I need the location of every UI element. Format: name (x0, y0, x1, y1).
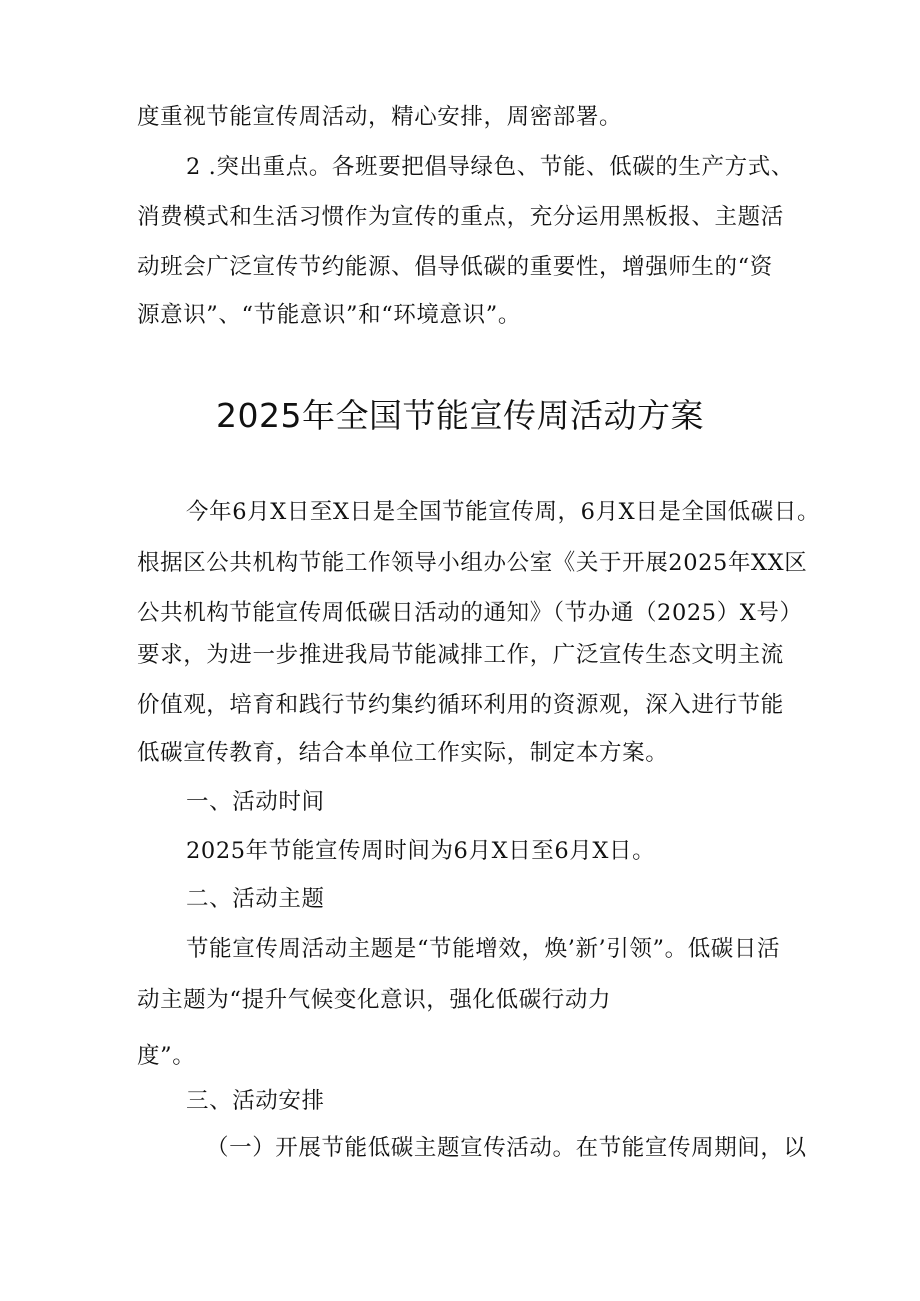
paragraph-line: 源意识”、“节能意识”和“环境意识”。 (137, 302, 521, 328)
section-text: 节能宣传周活动主题是“节能增效，焕’新’引领”。低碳日活 (186, 936, 781, 962)
intro-line: 今年6月X日至X日是全国节能宣传周，6月X日是全国低碳日。 (186, 499, 821, 525)
intro-line: 根据区公共机构节能工作领导小组办公室《关于开展2025年XX区 (137, 550, 808, 576)
section-text: 动主题为“提升气候变化意识，强化低碳行动力 (137, 987, 612, 1013)
section-text: （一）开展节能低碳主题宣传活动。在节能宣传周期间，以 (206, 1135, 807, 1161)
paragraph-line: 2 .突出重点。各班要把倡导绿色、节能、低碳的生产方式、 (186, 154, 794, 180)
intro-line: 价值观，培育和践行节约集约循环利用的资源观，深入进行节能 (137, 692, 784, 718)
section-heading: 一、活动时间 (186, 789, 325, 815)
section-heading: 二、活动主题 (186, 886, 325, 912)
section-text: 2025年节能宣传周时间为6月X日至6月X日。 (186, 838, 656, 864)
intro-line: 要求，为进一步推进我局节能减排工作，广泛宣传生态文明主流 (137, 642, 784, 668)
section-text: 度”。 (137, 1043, 196, 1069)
document-title: 2025年全国节能宣传周活动方案 (216, 396, 704, 435)
intro-line: 低碳宣传教育，结合本单位工作实际，制定本方案。 (137, 740, 669, 766)
paragraph-line: 消费模式和生活习惯作为宣传的重点，充分运用黑板报、主题活 (137, 204, 784, 230)
intro-line: 公共机构节能宣传周低碳日活动的通知》（节办通（2025）X号） (137, 600, 803, 626)
paragraph-line: 度重视节能宣传周活动，精心安排，周密部署。 (137, 104, 623, 130)
paragraph-line: 动班会广泛宣传节约能源、倡导低碳的重要性，增强师生的“资 (137, 254, 773, 280)
section-heading: 三、活动安排 (186, 1088, 325, 1114)
